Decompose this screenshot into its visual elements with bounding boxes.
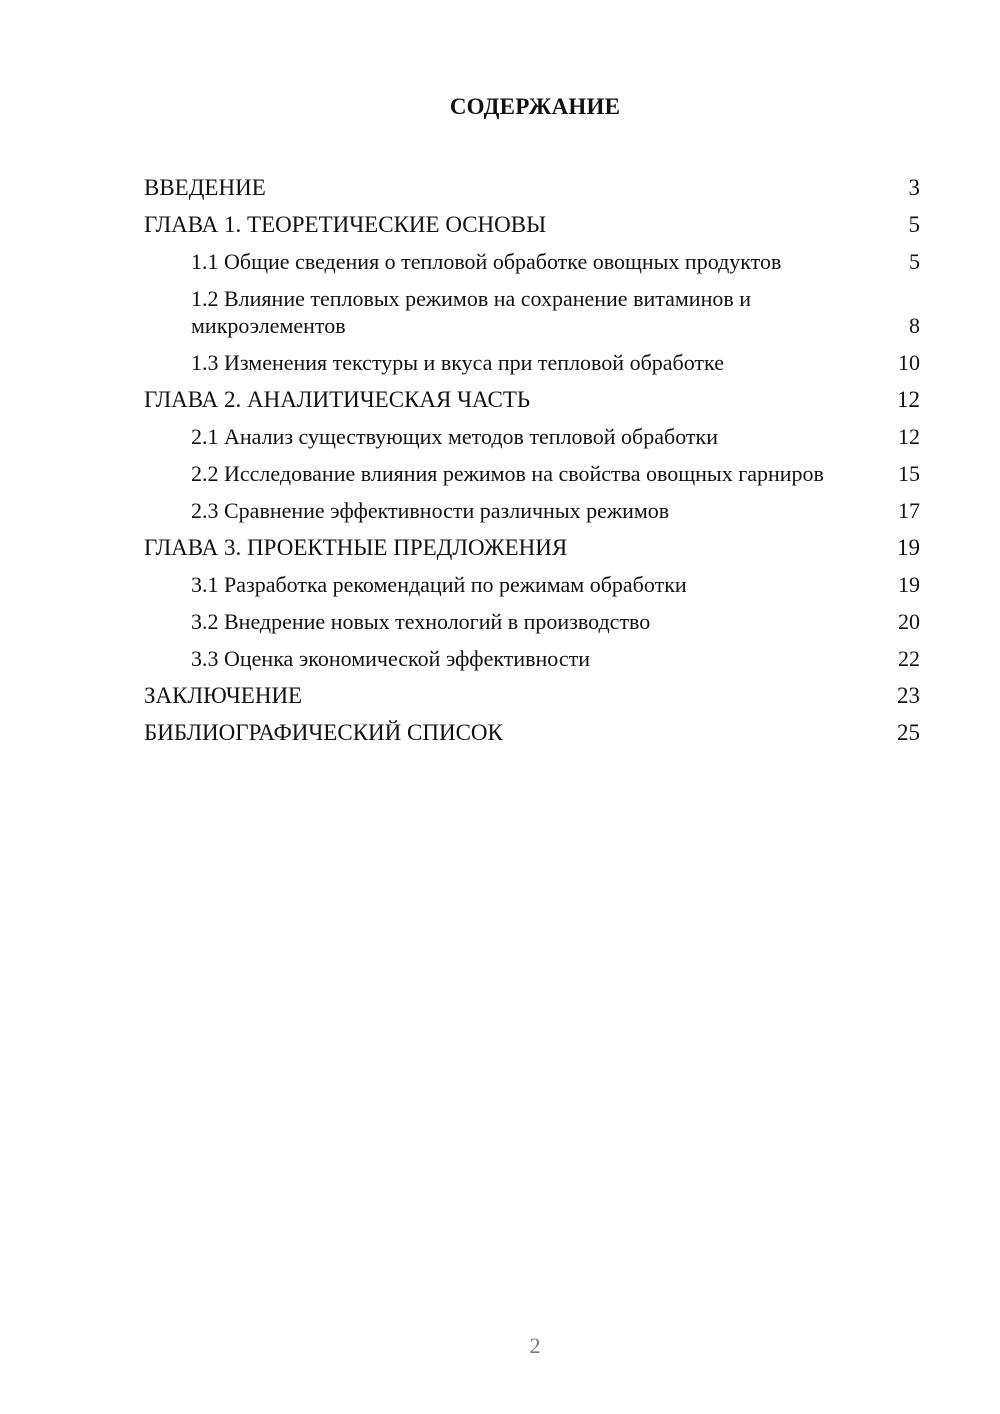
toc-entry-section-1-2[interactable]: [144, 280, 920, 344]
toc-entry-page: 5: [909, 249, 920, 274]
toc-entry-label: БИБЛИОГРАФИЧЕСКИЙ СПИСОК: [144, 720, 503, 745]
toc-entry-page: 19: [897, 535, 920, 560]
toc-entry-page: 5: [908, 212, 920, 237]
toc-entry-section-1-3[interactable]: [144, 344, 920, 381]
toc-entry-section-3-2[interactable]: [144, 603, 920, 640]
toc-entry-section-3-3[interactable]: [144, 640, 920, 677]
toc-entry-label: ВВЕДЕНИЕ: [144, 175, 266, 200]
toc-entry-section-1-1[interactable]: [144, 243, 920, 280]
toc-entry-label: 3.2 Внедрение новых технологий в производство: [191, 609, 651, 634]
toc-entry-page: 23: [897, 683, 920, 708]
toc-entry-label: 2.1 Анализ существующих методов тепловой обработки: [191, 424, 718, 449]
toc-entry-label: ЗАКЛЮЧЕНИЕ: [144, 683, 303, 708]
table-of-contents: [144, 169, 920, 751]
toc-entry-page: 8: [909, 313, 920, 338]
toc-entry-introduction[interactable]: [144, 169, 920, 206]
toc-entry-label: ГЛАВА 2. АНАЛИТИЧЕСКАЯ ЧАСТЬ: [144, 387, 531, 412]
toc-title: СОДЕРЖАНИЕ: [449, 94, 621, 119]
toc-entry-page: 12: [897, 387, 920, 412]
toc-entry-label: 1.3 Изменения текстуры и вкуса при тепловой обработке: [191, 350, 724, 375]
toc-entry-page: 3: [908, 175, 920, 200]
toc-entry-bibliography[interactable]: [144, 714, 920, 751]
toc-entry-conclusion[interactable]: [144, 677, 920, 714]
toc-entry-label: 2.3 Сравнение эффективности различных режимов: [191, 498, 670, 523]
toc-entry-label: ГЛАВА 3. ПРОЕКТНЫЕ ПРЕДЛОЖЕНИЯ: [144, 535, 568, 560]
toc-entry-label: 1.2 Влияние тепловых режимов на сохранение витаминов и микроэлементов: [191, 286, 752, 338]
toc-entry-section-3-1[interactable]: [144, 566, 920, 603]
toc-entry-page: 17: [898, 498, 920, 523]
toc-entry-label: 3.1 Разработка рекомендаций по режимам обработки: [191, 572, 687, 597]
toc-entry-page: 19: [898, 572, 920, 597]
toc-entry-page: 10: [898, 350, 920, 375]
toc-entry-label: 3.3 Оценка экономической эффективности: [191, 646, 590, 671]
toc-entry-section-2-3[interactable]: [144, 492, 920, 529]
toc-entry-page: 20: [898, 609, 920, 634]
toc-entry-label: ГЛАВА 1. ТЕОРЕТИЧЕСКИЕ ОСНОВЫ: [144, 212, 547, 237]
toc-entry-section-2-1[interactable]: [144, 418, 920, 455]
toc-entry-label: 1.1 Общие сведения о тепловой обработке овощных продуктов: [191, 249, 782, 274]
toc-entry-chapter-1[interactable]: [144, 206, 920, 243]
toc-entry-page: 22: [898, 646, 920, 671]
toc-entry-section-2-2[interactable]: [144, 455, 920, 492]
toc-entry-label: 2.2 Исследование влияния режимов на свойства овощных гарниров: [191, 461, 824, 486]
toc-entry-chapter-2[interactable]: [144, 381, 920, 418]
toc-entry-page: 15: [898, 461, 920, 486]
toc-entry-chapter-3[interactable]: [144, 529, 920, 566]
toc-entry-page: 12: [898, 424, 920, 449]
page-number: 2: [529, 1333, 541, 1358]
toc-entry-page: 25: [897, 720, 920, 745]
